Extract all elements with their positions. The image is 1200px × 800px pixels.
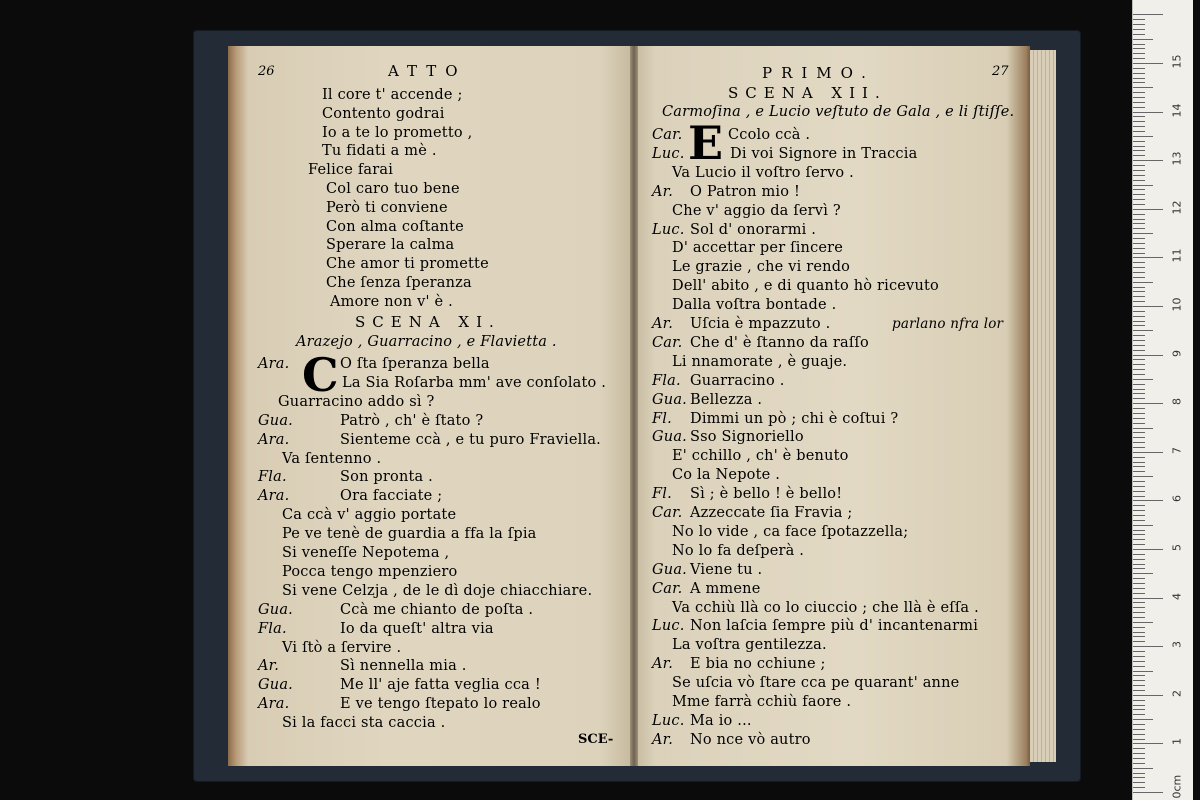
dialogue-line: Io da queſt' altra via xyxy=(340,620,494,637)
ruler-tick xyxy=(1133,272,1145,273)
ruler-tick xyxy=(1133,78,1145,79)
ruler-tick xyxy=(1133,131,1145,132)
ruler-tick xyxy=(1133,146,1145,147)
ruler-tick xyxy=(1133,321,1145,322)
ruler-number: 12 xyxy=(1170,200,1184,215)
right-page-number: 27 xyxy=(992,64,1009,79)
dialogue-line: Che v' aggio da ſervì ? xyxy=(672,202,841,219)
ruler-tick xyxy=(1133,87,1153,88)
ruler-tick xyxy=(1133,627,1145,628)
speaker-label: Fla. xyxy=(652,372,681,389)
ruler-tick xyxy=(1133,238,1145,239)
dialogue-line: Ccà me chianto de poſta . xyxy=(340,601,534,618)
ruler-tick xyxy=(1133,452,1163,453)
ruler-tick xyxy=(1133,126,1145,127)
dialogue-line: La voſtra gentilezza. xyxy=(672,637,827,654)
ruler-tick xyxy=(1133,136,1153,137)
dialogue-line: E' cchillo , ch' è benuto xyxy=(672,448,849,465)
ruler-tick xyxy=(1133,758,1145,759)
ruler-number: 5 xyxy=(1170,544,1184,551)
ruler-tick xyxy=(1133,671,1153,672)
ruler-number: 7 xyxy=(1170,446,1184,454)
ruler-number: 3 xyxy=(1170,641,1184,649)
ruler-number: 13 xyxy=(1170,151,1184,166)
ruler-tick xyxy=(1133,398,1145,399)
ruler-tick xyxy=(1133,389,1145,390)
ruler-number: 10 xyxy=(1170,297,1184,312)
speaker-label: Gua. xyxy=(258,412,293,429)
ruler-tick xyxy=(1133,155,1145,156)
ruler-tick xyxy=(1133,690,1145,691)
ruler-tick xyxy=(1133,53,1145,54)
ruler-tick xyxy=(1133,185,1153,186)
ruler-tick xyxy=(1133,534,1145,535)
ruler-tick xyxy=(1133,262,1145,263)
ruler-tick xyxy=(1133,486,1145,487)
ruler-tick xyxy=(1133,525,1153,526)
ruler-tick xyxy=(1133,418,1145,419)
ruler-number: 4 xyxy=(1170,592,1184,600)
ruler-tick xyxy=(1133,432,1145,433)
verse-line: Sperare la calma xyxy=(326,237,455,254)
speaker-label: Ar. xyxy=(652,656,674,673)
dialogue-line: Viene tu . xyxy=(690,561,763,578)
ruler-tick xyxy=(1133,301,1145,302)
dialogue-line: Ma io ... xyxy=(690,712,752,729)
speaker-label: Ar. xyxy=(258,658,280,675)
ruler-number: 8 xyxy=(1170,398,1184,406)
dialogue-line: O ſta ſperanza bella xyxy=(340,356,490,372)
ruler-tick xyxy=(1133,369,1145,370)
right-running-head: PRIMO. xyxy=(762,64,875,82)
ruler-tick xyxy=(1133,345,1145,346)
ruler-tick xyxy=(1133,714,1145,715)
dialogue-line: Vi ſtò a ſervire . xyxy=(282,639,402,656)
ruler-tick xyxy=(1133,58,1145,59)
dialogue-line: La Sia Roſarba mm' ave conſolato . xyxy=(342,374,607,391)
dialogue-line: Sol d' onorarmi . xyxy=(690,221,817,238)
ruler-tick xyxy=(1133,471,1145,472)
dialogue-line: Son pronta . xyxy=(340,469,433,486)
speaker-label: Luc. xyxy=(652,145,685,162)
ruler-tick xyxy=(1133,330,1153,331)
speaker-label: Car. xyxy=(652,334,683,351)
ruler-tick xyxy=(1133,219,1145,220)
ruler-tick xyxy=(1133,500,1163,501)
ruler-tick xyxy=(1133,267,1145,268)
ruler-tick xyxy=(1133,374,1145,375)
ruler-tick xyxy=(1133,141,1145,142)
dialogue-line: No lo fa deſperà . xyxy=(672,542,805,559)
dialogue-line: Di voi Signore in Traccia xyxy=(730,145,918,162)
left-dropcap: C xyxy=(302,348,339,402)
ruler-tick xyxy=(1133,257,1163,258)
speaker-label: Car. xyxy=(652,505,683,521)
ruler-tick xyxy=(1133,379,1153,380)
page-edges xyxy=(1030,50,1056,762)
ruler-number: 2 xyxy=(1170,689,1184,697)
ruler-tick xyxy=(1133,777,1145,778)
ruler-tick xyxy=(1133,724,1145,725)
dialogue-line: Sienteme ccà , e tu puro Fraviella. xyxy=(340,431,601,448)
ruler-tick xyxy=(1133,228,1145,229)
speaker-label: Ar. xyxy=(652,731,674,748)
ruler-tick xyxy=(1133,773,1145,774)
ruler-tick xyxy=(1133,306,1163,307)
ruler-tick xyxy=(1133,607,1145,608)
ruler-tick xyxy=(1133,437,1145,438)
ruler-tick xyxy=(1133,355,1163,356)
ruler-tick xyxy=(1133,364,1145,365)
ruler-tick xyxy=(1133,223,1145,224)
verse-line: Tu fidati a mè . xyxy=(322,143,437,160)
ruler-tick xyxy=(1133,107,1145,108)
ruler-tick xyxy=(1133,150,1145,151)
ruler-tick xyxy=(1133,160,1163,161)
dialogue-line: D' accettar per ſincere xyxy=(672,240,844,257)
dialogue-line: Se uſcia vò ſtare cca pe quarant' anne xyxy=(672,675,960,692)
verse-line: Che amor ti promette xyxy=(326,256,489,273)
dialogue-line: Dell' abito , e di quanto hò ricevuto xyxy=(672,278,939,295)
dialogue-line: Pe ve tenè de guardia a ffa la ſpia xyxy=(282,526,537,543)
ruler-number: 9 xyxy=(1170,349,1184,357)
ruler-tick xyxy=(1133,189,1145,190)
speaker-label: Gua. xyxy=(652,429,687,446)
ruler-tick xyxy=(1133,641,1145,642)
speaker-label: Ara. xyxy=(258,431,290,448)
ruler-tick xyxy=(1133,63,1163,64)
dialogue-line: Ca ccà v' aggio portate xyxy=(282,507,457,524)
ruler-tick xyxy=(1133,782,1145,783)
ruler-tick xyxy=(1133,311,1145,312)
dialogue-line: No nce vò autro xyxy=(690,731,811,748)
ruler-tick xyxy=(1133,661,1145,662)
ruler-tick xyxy=(1133,121,1145,122)
ruler-tick xyxy=(1133,787,1145,788)
ruler-tick xyxy=(1133,510,1145,511)
ruler-tick xyxy=(1133,651,1145,652)
ruler-tick xyxy=(1133,549,1163,550)
left-running-head: ATTO xyxy=(388,62,467,80)
ruler-tick xyxy=(1133,544,1145,545)
ruler-tick xyxy=(1133,462,1145,463)
dialogue-line: Va Lucio il voſtro ſervo . xyxy=(672,164,854,181)
ruler-tick xyxy=(1133,729,1145,730)
left-page-number: 26 xyxy=(258,64,275,79)
ruler-tick xyxy=(1133,82,1145,83)
ruler-tick xyxy=(1133,408,1145,409)
ruler-number: 15 xyxy=(1170,54,1184,69)
ruler-tick xyxy=(1133,578,1145,579)
dialogue-line: Che d' è ſtanno da raſſo xyxy=(690,334,869,351)
verse-line: Che ſenza ſperanza xyxy=(326,275,472,291)
verse-line: Amore non v' è . xyxy=(330,293,453,310)
ruler-tick xyxy=(1133,593,1145,594)
ruler-tick xyxy=(1133,29,1145,30)
ruler-tick xyxy=(1133,350,1145,351)
ruler-tick xyxy=(1133,680,1145,681)
ruler-tick xyxy=(1133,700,1145,701)
ruler-tick xyxy=(1133,325,1145,326)
dialogue-line: Non laſcia ſempre più d' incantenarmi xyxy=(690,618,979,635)
ruler-tick xyxy=(1133,39,1153,40)
speaker-label: Gua. xyxy=(258,601,293,618)
dialogue-line: Si vene Celzja , de le dì doje chiacchiare. xyxy=(282,582,593,599)
ruler-tick xyxy=(1133,554,1145,555)
ruler-tick xyxy=(1133,792,1163,793)
ruler-tick xyxy=(1133,44,1145,45)
ruler-tick xyxy=(1133,559,1145,560)
ruler-number: 14 xyxy=(1170,103,1184,118)
dialogue-line: Sso Signoriello xyxy=(690,429,804,446)
ruler-tick xyxy=(1133,447,1145,448)
speaker-label: Car. xyxy=(652,127,683,143)
ruler-tick xyxy=(1133,116,1145,117)
ruler-tick xyxy=(1133,632,1145,633)
ruler-tick xyxy=(1133,68,1145,69)
right-scene-cast: Carmoſina , e Lucio veſtuto de Gala , e li ſtiſſe. xyxy=(662,104,1015,120)
ruler-number: 0cm xyxy=(1170,774,1184,799)
ruler-tick xyxy=(1133,291,1145,292)
ruler-tick xyxy=(1133,656,1145,657)
ruler-tick xyxy=(1133,359,1145,360)
ruler-tick xyxy=(1133,564,1145,565)
speaker-label: Car. xyxy=(652,580,683,597)
dialogue-line: Sì ; è bello ! è bello! xyxy=(690,486,843,503)
ruler-tick xyxy=(1133,646,1163,647)
speaker-label: Ar. xyxy=(652,316,674,332)
verse-line: Il core t' accende ; xyxy=(322,87,463,103)
verse-line: Contento godrai xyxy=(322,105,445,122)
speaker-label: Gua. xyxy=(652,391,687,408)
ruler-tick xyxy=(1133,636,1145,637)
ruler-tick xyxy=(1133,719,1153,720)
ruler-tick xyxy=(1133,253,1145,254)
measuring-ruler xyxy=(1132,0,1193,800)
speaker-label: Fla. xyxy=(258,620,287,637)
dialogue-line: Guarracino . xyxy=(690,372,785,389)
dialogue-line: A mmene xyxy=(690,580,761,597)
speaker-label: Ara. xyxy=(258,696,290,713)
ruler-tick xyxy=(1133,602,1145,603)
ruler-tick xyxy=(1133,466,1145,467)
ruler-tick xyxy=(1133,24,1145,25)
right-stage-direction: parlano nfra lor xyxy=(892,316,1004,332)
speaker-label: Fl. xyxy=(652,486,672,503)
ruler-tick xyxy=(1133,675,1145,676)
dialogue-line: E ve tengo ſtepato lo realo xyxy=(340,696,541,713)
ruler-tick xyxy=(1133,233,1153,234)
ruler-tick xyxy=(1133,340,1145,341)
ruler-tick xyxy=(1133,428,1153,429)
dialogue-line: Patrò , ch' è ſtato ? xyxy=(340,412,484,429)
ruler-tick xyxy=(1133,743,1163,744)
ruler-tick xyxy=(1133,457,1145,458)
ruler-tick xyxy=(1133,505,1145,506)
ruler-tick xyxy=(1133,709,1145,710)
left-scene-cast: Arazejo , Guarracino , e Flavietta . xyxy=(296,334,557,350)
ruler-number: 1 xyxy=(1170,738,1184,746)
ruler-tick xyxy=(1133,102,1145,103)
ruler-tick xyxy=(1133,583,1145,584)
left-scene-title: SCENA XI. xyxy=(355,313,501,331)
verse-line: Felice farai xyxy=(308,162,394,179)
ruler-tick xyxy=(1133,296,1145,297)
dialogue-line: No lo vide , ca face ſpotazzella; xyxy=(672,523,909,540)
ruler-tick xyxy=(1133,204,1145,205)
ruler-tick xyxy=(1133,335,1145,336)
ruler-tick xyxy=(1133,112,1163,113)
dialogue-line: Bellezza . xyxy=(690,391,763,408)
ruler-tick xyxy=(1133,97,1145,98)
verse-line: Io a te lo prometto , xyxy=(322,124,473,141)
ruler-tick xyxy=(1133,393,1145,394)
speaker-label: Gua. xyxy=(652,561,687,578)
ruler-tick xyxy=(1133,705,1145,706)
dialogue-line: Si la facci sta caccia . xyxy=(282,715,446,732)
dialogue-line: Va cchiù llà co lo ciuccio ; che llà è eſſa . xyxy=(672,599,979,616)
dialogue-line: Si veneſſe Nepotema , xyxy=(282,545,450,561)
ruler-tick xyxy=(1133,282,1153,283)
ruler-tick xyxy=(1133,520,1145,521)
ruler-tick xyxy=(1133,92,1145,93)
ruler-tick xyxy=(1133,170,1145,171)
ruler-tick xyxy=(1133,180,1145,181)
ruler-number: 11 xyxy=(1170,248,1184,263)
ruler-tick xyxy=(1133,753,1145,754)
dialogue-line: Mme farrà cchiù faore . xyxy=(672,694,852,710)
ruler-tick xyxy=(1133,19,1145,20)
dialogue-line: Le grazie , che vi rendo xyxy=(672,259,851,276)
ruler-tick xyxy=(1133,496,1145,497)
verse-line: Però ti conviene xyxy=(326,199,448,216)
dialogue-line: E bia no cchiune ; xyxy=(690,656,826,673)
verse-line: Col caro tuo bene xyxy=(326,181,460,197)
ruler-tick xyxy=(1133,287,1145,288)
dialogue-line: O Patron mio ! xyxy=(690,183,801,200)
ruler-tick xyxy=(1133,48,1145,49)
ruler-tick xyxy=(1133,666,1145,667)
dialogue-line: Pocca tengo mpenziero xyxy=(282,563,458,580)
dialogue-line: Dalla voſtra bontade . xyxy=(672,297,837,314)
ruler-tick xyxy=(1133,695,1163,696)
ruler-tick xyxy=(1133,763,1145,764)
ruler-tick xyxy=(1133,384,1145,385)
ruler-tick xyxy=(1133,214,1145,215)
ruler-tick xyxy=(1133,568,1145,569)
ruler-tick xyxy=(1133,573,1153,574)
dialogue-line: Azzeccate ſia Fravia ; xyxy=(690,505,853,521)
ruler-tick xyxy=(1133,612,1145,613)
ruler-tick xyxy=(1133,73,1145,74)
ruler-tick xyxy=(1133,316,1145,317)
right-scene-title: SCENA XII. xyxy=(728,84,887,102)
dialogue-line: Guarracino addo sì ? xyxy=(278,393,435,410)
ruler-tick xyxy=(1133,442,1145,443)
ruler-tick xyxy=(1133,491,1145,492)
speaker-label: Fl. xyxy=(652,410,672,427)
ruler-tick xyxy=(1133,539,1145,540)
ruler-tick xyxy=(1133,685,1145,686)
dialogue-line: Li nnamorate , è guaje. xyxy=(672,353,848,370)
ruler-tick xyxy=(1133,515,1145,516)
ruler-tick xyxy=(1133,243,1145,244)
ruler-tick xyxy=(1133,194,1145,195)
left-catchword: SCE- xyxy=(578,732,614,747)
ruler-tick xyxy=(1133,175,1145,176)
ruler-tick xyxy=(1133,734,1145,735)
speaker-label: Fla. xyxy=(258,469,287,486)
dialogue-line: Sì nennella mia . xyxy=(340,658,467,675)
ruler-tick xyxy=(1133,748,1145,749)
speaker-label: Ara. xyxy=(258,488,290,505)
dialogue-line: Dimmi un pò ; chi è coſtui ? xyxy=(690,410,899,427)
dialogue-line: Va ſentenno . xyxy=(282,450,382,467)
book-gutter xyxy=(630,46,638,766)
ruler-tick xyxy=(1133,209,1163,210)
ruler-number: 6 xyxy=(1170,495,1184,503)
ruler-tick xyxy=(1133,622,1153,623)
dialogue-line: Ora facciate ; xyxy=(340,488,443,505)
ruler-tick xyxy=(1133,14,1163,15)
speaker-label: Ar. xyxy=(652,183,674,200)
ruler-tick xyxy=(1133,476,1153,477)
ruler-tick xyxy=(1133,34,1145,35)
ruler-tick xyxy=(1133,165,1145,166)
ruler-tick xyxy=(1133,617,1145,618)
ruler-tick xyxy=(1133,403,1163,404)
speaker-label: Ara. xyxy=(258,356,290,372)
dialogue-line: Ccolo ccà . xyxy=(728,127,811,143)
right-dropcap: E xyxy=(688,116,724,170)
ruler-tick xyxy=(1133,768,1153,769)
ruler-tick xyxy=(1133,277,1145,278)
speaker-label: Luc. xyxy=(652,618,685,635)
ruler-tick xyxy=(1133,588,1145,589)
ruler-tick xyxy=(1133,248,1145,249)
dialogue-line: Me ll' aje fatta veglia cca ! xyxy=(340,677,541,694)
verse-line: Con alma coſtante xyxy=(326,218,464,235)
ruler-tick xyxy=(1133,598,1163,599)
ruler-tick xyxy=(1133,481,1145,482)
dialogue-line: Uſcia è mpazzuto . xyxy=(690,316,831,332)
dialogue-line: Co la Nepote . xyxy=(672,467,781,484)
ruler-tick xyxy=(1133,413,1145,414)
speaker-label: Gua. xyxy=(258,677,293,694)
ruler-tick xyxy=(1133,423,1145,424)
ruler-tick xyxy=(1133,530,1145,531)
ruler-tick xyxy=(1133,739,1145,740)
ruler-tick xyxy=(1133,199,1145,200)
speaker-label: Luc. xyxy=(652,712,685,729)
speaker-label: Luc. xyxy=(652,221,685,238)
